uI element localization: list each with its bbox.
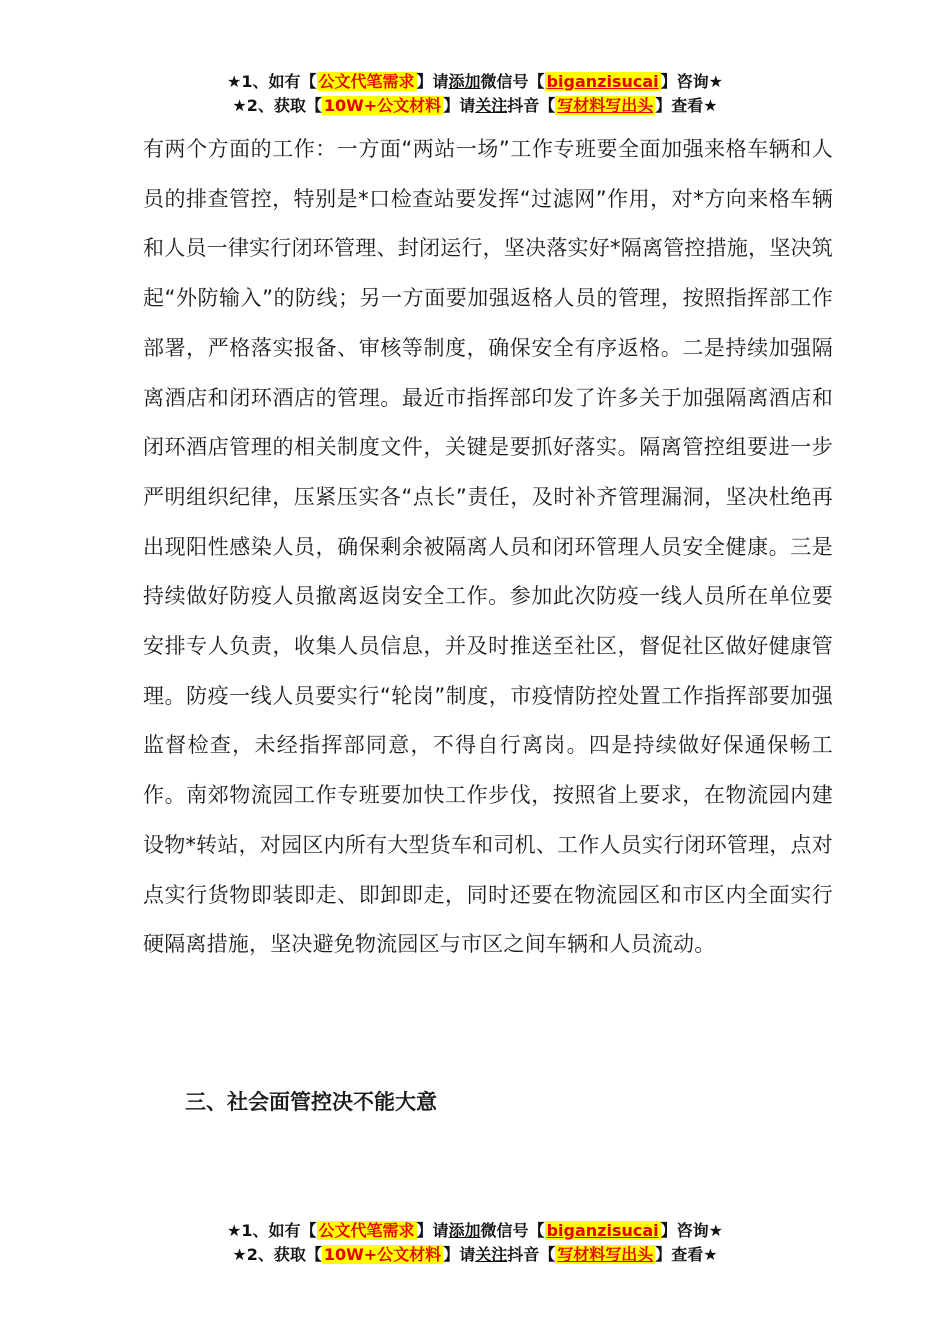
header-banner [0, 70, 950, 118]
banner-text: ★2、获取【 [232, 96, 322, 115]
douyin-account-link[interactable]: 写材料写出头 [557, 96, 654, 115]
highlight-text: 10W+公文材料 [323, 1245, 442, 1264]
banner-text: 】请 [443, 1245, 476, 1264]
banner-text: ★1、如有【 [227, 72, 317, 91]
wechat-id-link[interactable]: biganzisucai [546, 1221, 659, 1240]
banner-line-2 [0, 94, 950, 118]
banner-text: ★1、如有【 [227, 1221, 317, 1240]
douyin-account-link[interactable]: 写材料写出头 [557, 1245, 654, 1264]
banner-text: 微信号【 [480, 1221, 545, 1240]
section-heading: 三、社会面管控决不能大意 [185, 1090, 437, 1114]
banner-text: 】请 [443, 96, 476, 115]
banner-text: 】查看★ [655, 1245, 718, 1264]
banner-text: 】查看★ [655, 96, 718, 115]
banner-text: 抖音【 [507, 1245, 556, 1264]
banner-line-1 [0, 70, 950, 94]
banner-text: 】咨询★ [660, 1221, 723, 1240]
body-paragraph: 有两个方面的工作：一方面“两站一场”工作专班要全面加强来格车辆和人员的排查管控，特别是*口检查站要发挥“过滤网”作用，对*方向来格车辆和人员一律实行闭环管理、封闭运行，坚决落实好*隔离管控措施，坚决筑起“外防输入”的防线；另一方面要加强返格人员的管理，按照指挥部工作部署，严格落实报备、审核等制度，确保安全有序返格。二是持续加强隔离酒店和闭环酒店的管理。最近市指挥部印发了许多关于加强隔离酒店和闭环酒店管理的相关制度文件，关键是要抓好落实。隔离管控组要进一步严明组织纪律，压紧压实各“点长”责任，及时补齐管理漏洞，坚决杜绝再出现阳性感染人员，确保剩余被隔离人员和闭环管理人员安全健康。三是持续做好防疫人员撤离返岗安全工作。参加此次防疫一线人员所在单位要安排专人负责，收集人员信息，并及时推送至社区，督促社区做好健康管理。防疫一线人员要实行“轮岗”制度，市疫情防控处置工作指挥部要加强监督检查，未经指挥部同意，不得自行离岗。四是持续做好保通保畅工作。南郊物流园工作专班要加快工作步伐，按照省上要求，在物流园内建设物*转站，对园区内所有大型货车和司机、工作人员实行闭环管理，点对点实行货物即装即走、即卸即走，同时还要在物流园区和市区内全面实行硬隔离措施，坚决避免物流园区与市区之间车辆和人员流动。 [143, 137, 833, 957]
wechat-id-link[interactable]: biganzisucai [546, 72, 659, 91]
banner-text: ★2、获取【 [232, 1245, 322, 1264]
highlight-text: 10W+公文材料 [323, 96, 442, 115]
banner-line-2 [0, 1243, 950, 1267]
document-body [143, 125, 833, 970]
highlight-text: 公文代笔需求 [318, 1221, 415, 1240]
banner-text: 】咨询★ [660, 72, 723, 91]
highlight-text: 公文代笔需求 [318, 72, 415, 91]
banner-line-1 [0, 1219, 950, 1243]
underlined-text: 添加 [448, 72, 481, 91]
banner-text: 】请 [416, 1221, 449, 1240]
banner-text: 微信号【 [480, 72, 545, 91]
underlined-text: 添加 [448, 1221, 481, 1240]
banner-text: 抖音【 [507, 96, 556, 115]
footer-banner [0, 1219, 950, 1267]
banner-text: 】请 [416, 72, 449, 91]
underlined-text: 关注 [475, 1245, 508, 1264]
underlined-text: 关注 [475, 96, 508, 115]
